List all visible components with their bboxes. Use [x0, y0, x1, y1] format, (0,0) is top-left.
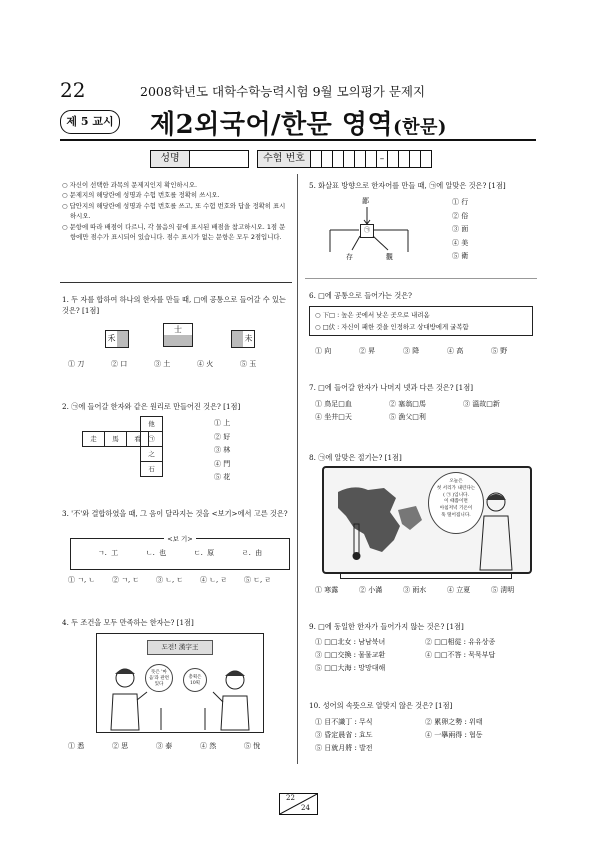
- option[interactable]: ④ 然: [200, 742, 217, 750]
- option[interactable]: ② 昇: [359, 347, 376, 355]
- option[interactable]: ② 塞翁□馬: [389, 400, 426, 408]
- q2-grid-cell: 他: [140, 416, 163, 432]
- option[interactable]: ③ 林: [214, 446, 231, 455]
- option[interactable]: ⑤ 花: [214, 473, 231, 482]
- q3-item: ㄴ. 也: [145, 549, 167, 557]
- exam-number-label: 수험 번호: [257, 150, 311, 168]
- instructions: [62, 180, 290, 242]
- q3-item: ㄹ. 由: [241, 549, 263, 557]
- q4-bubble-left: 뜻은 '마음'과 관련 있다: [145, 664, 173, 692]
- q5-diagram: [318, 196, 428, 264]
- option[interactable]: ① 行: [452, 198, 469, 206]
- q2-grid-cell: 石: [140, 461, 163, 477]
- subject-paren: (한문): [393, 117, 447, 138]
- option[interactable]: ④ ㄴ, ㄹ: [200, 576, 228, 584]
- q2-grid-cell: ㉠: [140, 431, 163, 447]
- option[interactable]: ① 上: [214, 419, 231, 427]
- q1-char-box: [231, 330, 255, 348]
- option[interactable]: ③ 面: [452, 225, 469, 233]
- exam-title: 2008학년도 대학수학능력시험 9월 모의평가 문제지: [140, 84, 426, 99]
- option[interactable]: ② 口: [111, 360, 128, 368]
- speech-line: 뚝 떨어집니다.: [441, 512, 471, 518]
- option[interactable]: ① 寒露: [315, 586, 339, 594]
- instruction-item: ○ 문제지의 해당란에 성명과 수험 번호를 정확히 쓰시오.: [62, 191, 220, 200]
- option[interactable]: ⑤ ㄷ, ㄹ: [244, 576, 272, 584]
- option[interactable]: ① 悉: [68, 742, 85, 750]
- subject-title: [150, 104, 447, 141]
- q1-blank: [232, 331, 243, 347]
- q3-example-box: [70, 535, 290, 570]
- option[interactable]: ④ 美: [452, 238, 469, 247]
- option[interactable]: ① 目不識丁 : 무식: [315, 718, 373, 726]
- name-field[interactable]: [189, 150, 249, 168]
- option[interactable]: ③ □□交換 : 물물교환: [315, 651, 386, 659]
- option[interactable]: ⑤ 野: [491, 347, 508, 355]
- q1-blank: [164, 335, 192, 346]
- option[interactable]: ③ 降: [403, 347, 420, 355]
- q3-item: ㄷ. 原: [193, 549, 215, 557]
- question-8-text: 8. ㉠에 알맞은 절기는? [1점]: [309, 453, 402, 462]
- option[interactable]: ⑤ 漁父□利: [389, 412, 426, 421]
- subject-name: 제2외국어/한문 영역: [150, 110, 394, 140]
- option[interactable]: ③ 昏定晨省 : 효도: [315, 731, 373, 739]
- option[interactable]: ⑤ 日就月將 : 발전: [315, 744, 373, 752]
- q8-tv-screen: [322, 466, 532, 574]
- speech-line: 아침저녁 기온이: [439, 506, 473, 512]
- exam-number-dash: –: [376, 150, 388, 168]
- option[interactable]: ① 向: [315, 347, 332, 355]
- q8-weather-illustration: [324, 468, 530, 572]
- question-4-options: [68, 741, 292, 751]
- option[interactable]: ① ㄱ, ㄴ: [68, 576, 96, 584]
- speech-line: ( ㉠ )입니다.: [443, 492, 469, 498]
- instruction-item: ○ 답안지의 해당란에 성명과 수험 번호를 쓰고, 또 수험 번호와 답을 정확히 표시하시오.: [62, 201, 286, 221]
- question-10-text: 10. 성어의 속뜻으로 알맞지 않은 것은? [1점]: [309, 701, 453, 710]
- option[interactable]: ⑤ 衛: [452, 252, 469, 260]
- option[interactable]: ① 刀: [68, 360, 85, 368]
- speech-line: 이 때쯤이면: [444, 499, 468, 505]
- total-pages: 24: [301, 804, 310, 812]
- question-2-options: [214, 417, 230, 485]
- q1-char: 未: [244, 334, 253, 343]
- question-10-options: [315, 716, 539, 755]
- page-indicator: [279, 793, 318, 815]
- instructions-rule: [60, 282, 292, 283]
- question-7-options: [315, 398, 539, 423]
- option[interactable]: ④ 門: [214, 459, 231, 468]
- question-3-text: 3. '不'와 결합하였을 때, 그 음이 달라지는 것을 <보기>에서 고른 것은?: [62, 509, 288, 518]
- option[interactable]: ④ 一擧兩得 : 협동: [425, 731, 483, 739]
- q1-char-box: [105, 330, 129, 348]
- instruction-item: ○ 문항에 따라 배점이 다르니, 각 물음의 끝에 표시된 배점을 참고하시오. 1점 문항에만 점수가 표시되어 있습니다. 점수 표시가 없는 문항은 모두 2점입니다.: [62, 222, 286, 242]
- speech-line: 오늘은: [449, 479, 463, 484]
- option[interactable]: ④ 高: [447, 347, 464, 355]
- period-badge: 제 5 교시: [60, 110, 120, 134]
- question-1-text: 1. 두 자를 합하여 하나의 한자를 만들 때, □에 공통으로 들어갈 수 있는 것은? [1점]: [62, 295, 286, 315]
- q6-definition: ○ 下□ : 높은 곳에서 낮은 곳으로 내려옴: [315, 311, 430, 319]
- q1-char: 禾: [107, 334, 116, 343]
- header-rule: [60, 139, 536, 141]
- option[interactable]: ① □□北女 : 남남북녀: [315, 638, 386, 646]
- question-4-text: 4. 두 조건을 모두 만족하는 한자는? [1점]: [62, 618, 194, 627]
- option[interactable]: ⑤ □□大海 : 망망대해: [315, 664, 386, 672]
- option[interactable]: ③ 土: [154, 360, 171, 368]
- q2-grid-cell: 之: [140, 446, 163, 462]
- option[interactable]: ② 累卵之勢 : 위태: [425, 718, 483, 726]
- option[interactable]: ② 俗: [452, 211, 469, 220]
- q5-left-char: 存: [346, 253, 353, 261]
- question-7-text: 7. □에 들어갈 한자가 나머지 넷과 다른 것은? [1점]: [309, 383, 473, 392]
- q6-definition: ○ □伏 : 자신이 패한 것을 인정하고 상대방에게 굴복함: [315, 323, 469, 331]
- question-9-text: 9. □에 동일한 한자가 들어가지 않는 것은? [1점]: [309, 622, 464, 631]
- option[interactable]: ② 小滿: [359, 586, 383, 594]
- question-2-text: 2. ㉠에 들어갈 한자와 같은 원리로 만들어진 것은? [1점]: [62, 402, 241, 411]
- option[interactable]: ② 好: [214, 432, 231, 441]
- q4-illustration: [96, 633, 264, 733]
- question-6-options: [315, 346, 539, 356]
- question-1-options: [68, 359, 288, 369]
- instruction-item: ○ 자신이 선택한 과목의 문제지인지 확인하시오.: [62, 181, 198, 189]
- q4-banner: 도전! 漢字王: [147, 640, 213, 655]
- divider: [305, 278, 537, 279]
- question-6-text: 6. □에 공통으로 들어가는 것은?: [309, 291, 413, 300]
- q1-blank: [117, 331, 128, 347]
- q3-item: ㄱ. 工: [97, 549, 119, 557]
- q6-definition-box: [309, 306, 533, 336]
- exam-number-cell[interactable]: [420, 150, 432, 168]
- speech-line: 첫 서리가 내린다는: [436, 485, 476, 491]
- q4-bubble-right: 총획은 10획: [183, 668, 207, 692]
- option[interactable]: ③ 泰: [156, 742, 173, 750]
- option[interactable]: ⑤ 悅: [244, 742, 261, 750]
- option[interactable]: ② ㄱ, ㄷ: [112, 576, 140, 584]
- name-label: 성명: [150, 150, 190, 168]
- q2-grid-cell: 走: [82, 431, 105, 447]
- option[interactable]: ⑤ 淸明: [491, 586, 515, 594]
- q2-grid-cell: 看: [126, 431, 149, 447]
- q3-box-label: <보 기>: [164, 535, 196, 543]
- q1-char: 士: [174, 325, 182, 334]
- option[interactable]: ③ 溫故□新: [463, 400, 500, 408]
- q2-grid-cell: 馬: [104, 431, 127, 447]
- page-number: 22: [60, 78, 86, 102]
- option[interactable]: ④ 立夏: [447, 586, 471, 594]
- option[interactable]: ④ 火: [197, 360, 214, 368]
- question-3-options: [68, 575, 292, 585]
- question-5-options: [452, 196, 468, 264]
- option[interactable]: ① 鳥足□血: [315, 400, 352, 408]
- q8-speech-bubble: [428, 472, 484, 534]
- option[interactable]: ④ □□不答 : 묵묵부답: [425, 651, 496, 659]
- q5-arrows: [318, 196, 428, 264]
- option[interactable]: ④ 坐井□天: [315, 412, 352, 421]
- q1-char-box: [163, 323, 193, 347]
- question-9-options: [315, 636, 539, 675]
- option[interactable]: ② 思: [112, 742, 129, 750]
- q5-top-char: 鄙: [362, 197, 369, 205]
- q4-people-illustration: [97, 634, 263, 732]
- option[interactable]: ③ 雨水: [403, 586, 427, 594]
- option[interactable]: ③ ㄴ, ㄷ: [156, 576, 184, 584]
- current-page: 22: [286, 794, 295, 802]
- question-5-text: 5. 화살표 방향으로 한자어를 만들 때, ㉠에 알맞은 것은? [1점]: [309, 181, 506, 190]
- column-divider: [297, 174, 298, 764]
- q5-center-char: ㉠: [360, 224, 374, 238]
- option[interactable]: ② □□相從 : 유유상종: [425, 638, 496, 646]
- question-8-options: [315, 585, 539, 595]
- q5-right-char: 觀: [386, 253, 393, 261]
- option[interactable]: ⑤ 玉: [240, 360, 257, 368]
- q8-tv-stand: [340, 572, 512, 579]
